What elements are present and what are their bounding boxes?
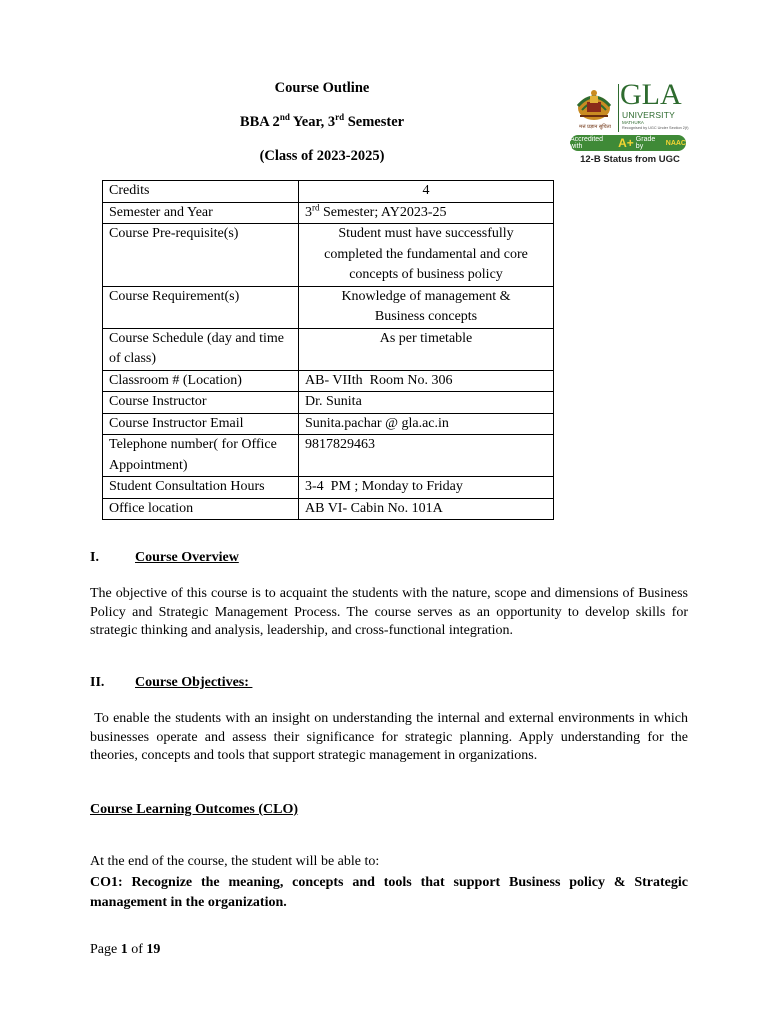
of-word: of [127,942,147,957]
program-sup-nd: nd [279,112,290,123]
row-value: 3-4 PM ; Monday to Friday [299,477,554,499]
ugc-status: 12-B Status from UGC [580,154,680,165]
row-label: Semester and Year [103,202,299,224]
naac-badge [570,135,686,151]
objectives-paragraph: To enable the students with an insight on understanding the internal and external environments in which businesses operate and assess their significance for strategic planning. Apply understanding for the theories, concepts and tools that support strategic management in organizations. [90,711,692,763]
course-info-table [102,180,554,520]
section-title: Course Learning Outcomes (CLO) [90,802,299,817]
program-sup-rd: rd [335,112,345,123]
table-row [103,286,554,328]
table-row [103,202,554,224]
overview-paragraph: The objective of this course is to acquaint the students with the nature, scope and dimensions of Business Policy and Strategic Management Process. The course serves as an opportunity to develop skills for strategic thinking and analysis, leadership, and cross-functional integration. [90,586,688,638]
logo-divider [618,84,619,132]
row-label: Course Instructor [103,392,299,414]
clo-intro: At the end of the course, the student will be able to: [90,854,380,869]
program-suffix: Semester [344,114,405,130]
table-row [103,435,554,477]
row-value: 9817829463 [299,435,554,477]
row-value: AB- VIIth Room No. 306 [299,370,554,392]
logo-city: MATHURA [622,120,644,125]
table-row [103,392,554,414]
table-row [103,413,554,435]
section-heading-clo [90,802,298,818]
row-value [299,202,554,224]
row-value: Sunita.pachar @ gla.ac.in [299,413,554,435]
row-value: Dr. Sunita [299,392,554,414]
row-label: Classroom # (Location) [103,370,299,392]
logo-subtitle: Recognised by UGC Under Section 2(f) [622,126,689,130]
document-title: Course Outline [274,80,370,96]
row-value: As per timetable [299,328,554,370]
gla-university-logo [570,80,690,170]
naac-prefix: Accredited with [570,136,604,150]
row-label: Telephone number( for Office Appointment) [103,435,299,477]
page-word: Page [90,942,121,957]
program-mid: Year, 3 [289,114,336,130]
logo-university: UNIVERSITY [622,110,676,120]
logo-motto: मत्तं प्रज्ञान सुचिता [579,124,611,130]
row-label: Office location [103,498,299,520]
section-title: Course Overview [135,550,239,565]
university-crest-icon [572,82,616,126]
page-footer [90,942,160,958]
program-line [0,114,644,131]
row-label: Course Instructor Email [103,413,299,435]
naac-grade: A+ [618,136,634,150]
page-number: 1 [120,942,128,957]
semester-number: 3 [305,204,312,220]
semester-sup: rd [312,201,320,212]
row-label: Credits [103,181,299,203]
table-row [103,328,554,370]
table-row [103,370,554,392]
section-heading-overview [90,550,239,566]
row-value: Knowledge of management & Business concepts [299,286,554,328]
table-row [103,181,554,203]
naac-mid: Grade by [635,136,656,150]
logo-name: GLA [620,78,682,111]
section-title: Course Objectives: [135,675,253,690]
section-heading-objectives [90,675,252,691]
class-of-line: (Class of 2023-2025) [259,148,385,164]
section-number: I. [90,550,99,565]
naac-body: NAAC [665,139,686,147]
row-label: Course Pre-requisite(s) [103,224,299,287]
row-value: 4 [299,181,554,203]
page-total: 19 [146,942,161,957]
table-row [103,477,554,499]
semester-rest: Semester; AY2023-25 [319,204,447,220]
row-value: Student must have successfully completed the fundamental and core concepts of business policy [299,224,554,287]
section-number: II. [90,675,105,690]
row-label: Course Requirement(s) [103,286,299,328]
row-value: AB VI- Cabin No. 101A [299,498,554,520]
table-row [103,224,554,287]
program-prefix: BBA 2 [239,114,280,130]
row-label: Student Consultation Hours [103,477,299,499]
row-label: Course Schedule (day and time of class) [103,328,299,370]
table-row [103,498,554,520]
clo-co1: CO1: Recognize the meaning, concepts and tools that support Business policy & Strategic management in the organization. [90,875,688,910]
